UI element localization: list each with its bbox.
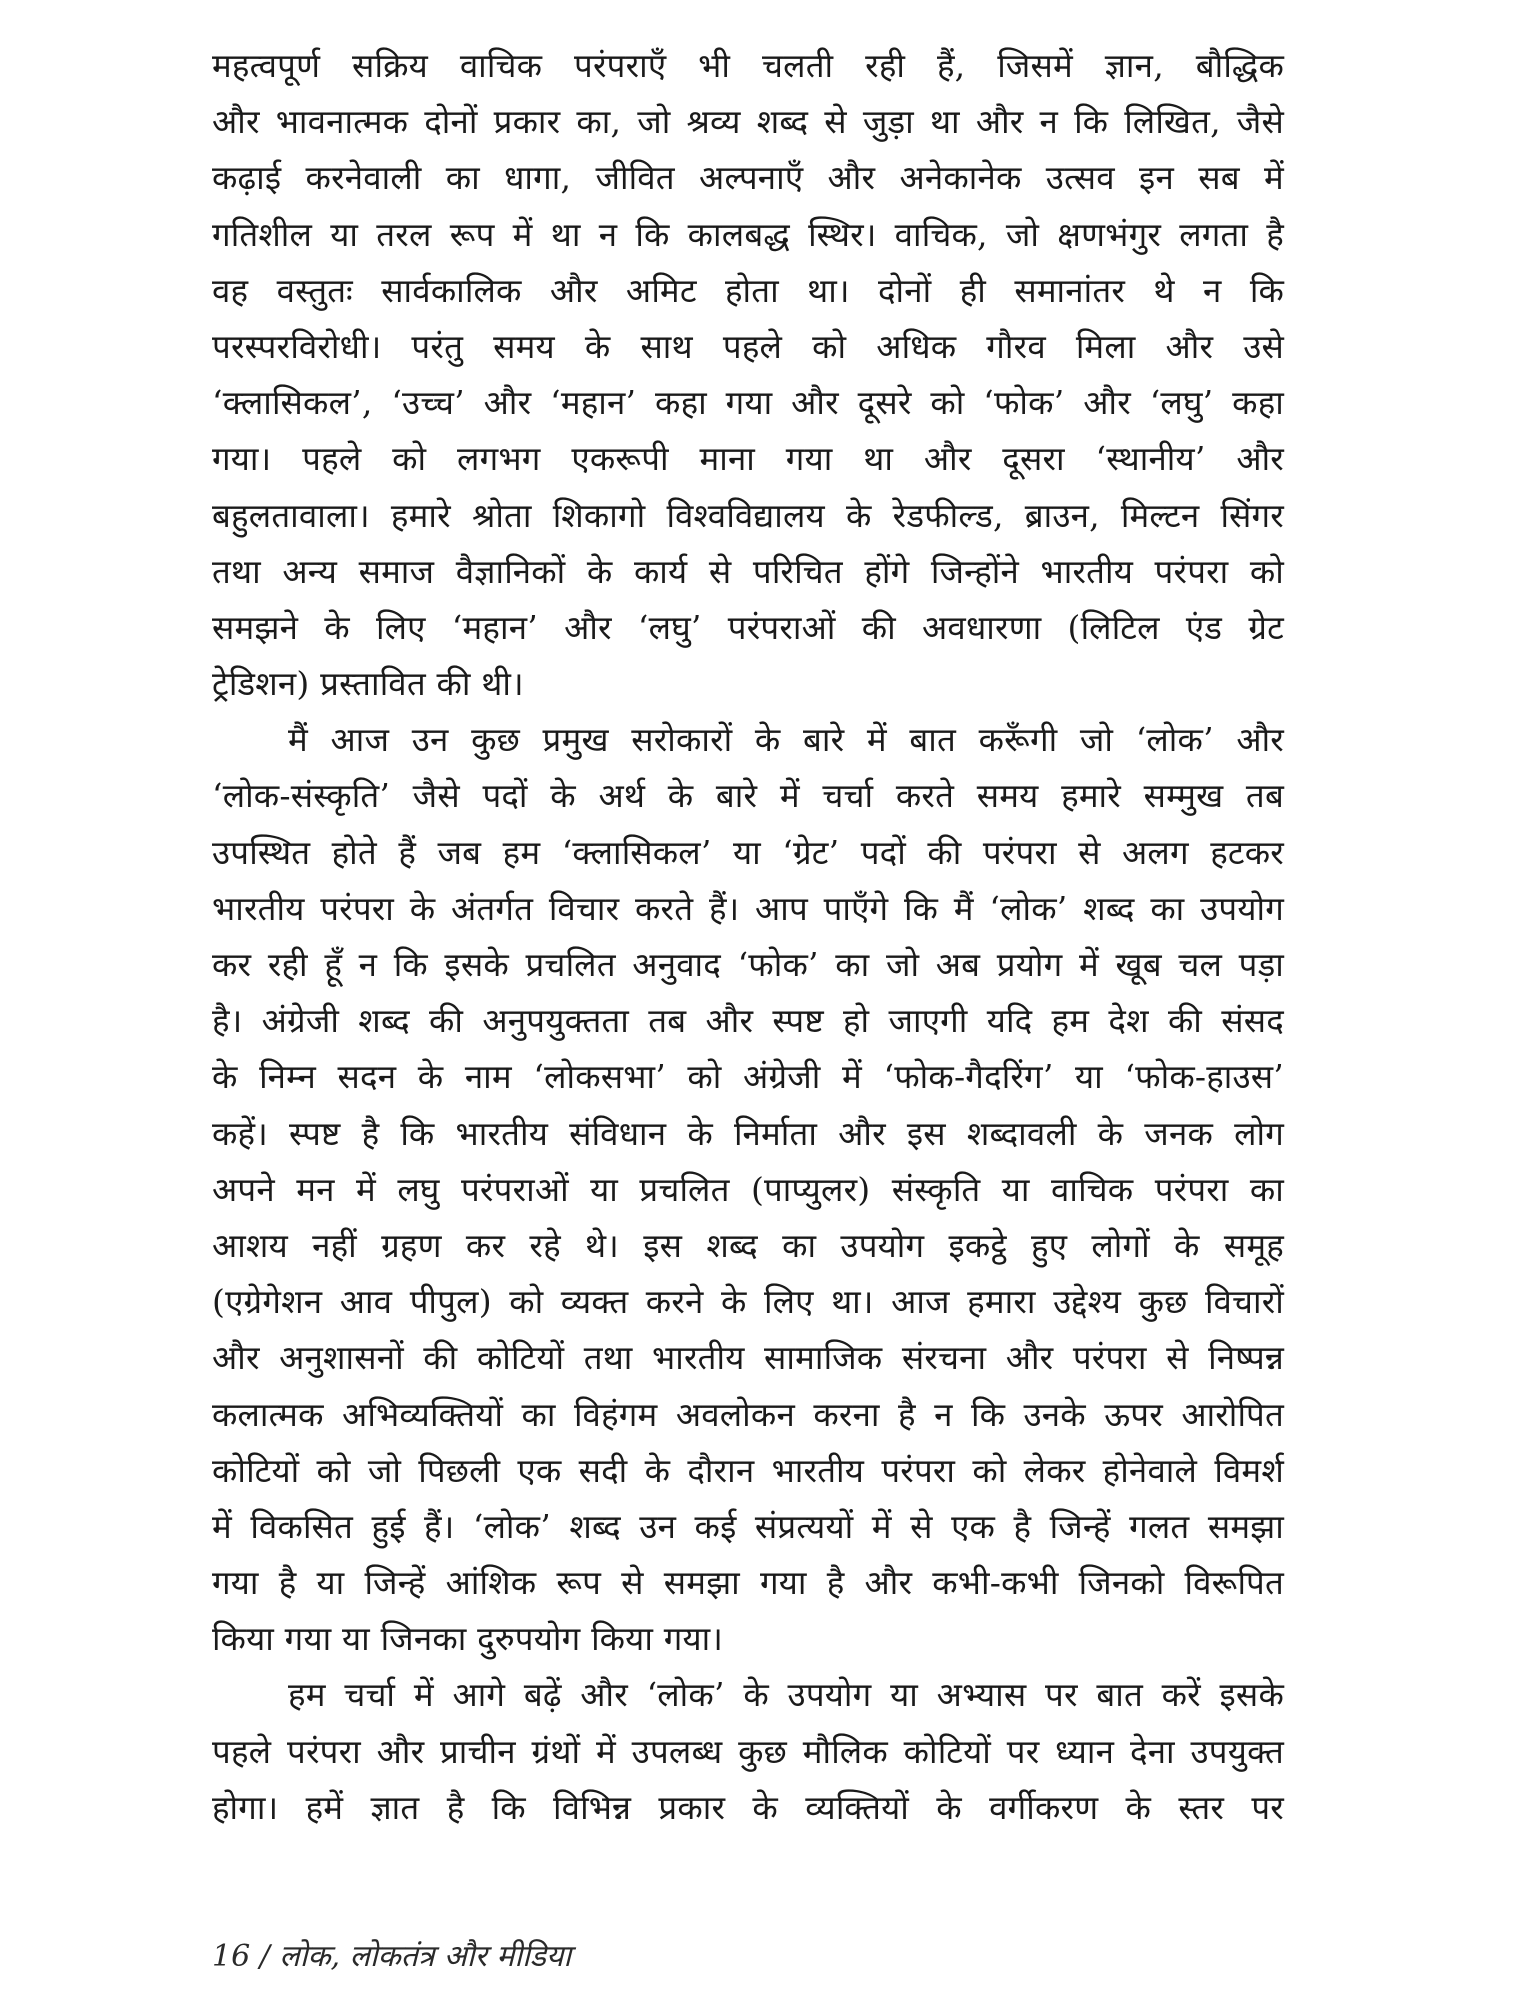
text-line: गया है या जिन्हें आंशिक रूप से समझा गया है और कभी-कभी जिनको विरूपित bbox=[212, 1563, 1284, 1603]
text-line: गतिशील या तरल रूप में था न कि कालबद्ध स्थिर। वाचिक, जो क्षणभंगुर लगता है bbox=[212, 214, 1284, 254]
page-footer: 16 / लोक, लोकतंत्र और मीडिया bbox=[212, 1939, 572, 1974]
text-line: कहें। स्पष्ट है कि भारतीय संविधान के निर्माता और इस शब्दावली के जनक लोग bbox=[212, 1113, 1284, 1153]
text-line: उपस्थित होते हैं जब हम ‘क्लासिकल’ या ‘ग्रेट’ पदों की परंपरा से अलग हटकर bbox=[212, 832, 1284, 872]
text-line: में विकसित हुई हैं। ‘लोक’ शब्द उन कई संप्रत्ययों में से एक है जिन्हें गलत समझा bbox=[212, 1506, 1284, 1546]
text-line: समझने के लिए ‘महान’ और ‘लघु’ परंपराओं की अवधारणा (लिटिल एंड ग्रेट bbox=[212, 607, 1284, 647]
text-line: कलात्मक अभिव्यक्तियों का विहंगम अवलोकन करना है न कि उनके ऊपर आरोपित bbox=[212, 1394, 1284, 1434]
text-line: गया। पहले को लगभग एकरूपी माना गया था और दूसरा ‘स्थानीय’ और bbox=[212, 439, 1284, 479]
text-line: कर रही हूँ न कि इसके प्रचलित अनुवाद ‘फोक’ का जो अब प्रयोग में खूब चल पड़ा bbox=[212, 945, 1284, 984]
text-line: वह वस्तुतः सार्वकालिक और अमिट होता था। दोनों ही समानांतर थे न कि bbox=[212, 270, 1284, 310]
page-body bbox=[212, 38, 1284, 1836]
text-line: के निम्न सदन के नाम ‘लोकसभा’ को अंग्रेजी में ‘फोक-गैदरिंग’ या ‘फोक-हाउस’ bbox=[212, 1057, 1284, 1097]
text-line: तथा अन्य समाज वैज्ञानिकों के कार्य से परिचित होंगे जिन्होंने भारतीय परंपरा को bbox=[212, 551, 1284, 591]
text-line: होगा। हमें ज्ञात है कि विभिन्न प्रकार के व्यक्तियों के वर्गीकरण के स्तर पर bbox=[212, 1787, 1284, 1827]
text-line: ‘लोक-संस्कृति’ जैसे पदों के अर्थ के बारे में चर्चा करते समय हमारे सम्मुख तब bbox=[212, 776, 1284, 816]
text-line: भारतीय परंपरा के अंतर्गत विचार करते हैं। आप पाएँगे कि मैं ‘लोक’ शब्द का उपयोग bbox=[212, 888, 1284, 928]
text-line: किया गया या जिनका दुरुपयोग किया गया। bbox=[212, 1619, 724, 1659]
text-line: है। अंग्रेजी शब्द की अनुपयुक्तता तब और स्पष्ट हो जाएगी यदि हम देश की संसद bbox=[212, 1001, 1284, 1041]
paragraph-3 bbox=[212, 1667, 1284, 1836]
text-line: कढ़ाई करनेवाली का धागा, जीवित अल्पनाएँ और अनेकानेक उत्सव इन सब में bbox=[212, 158, 1284, 198]
text-line: और भावनात्मक दोनों प्रकार का, जो श्रव्य शब्द से जुड़ा था और न कि लिखित, जैसे bbox=[212, 102, 1284, 142]
text-line: (एग्रेगेशन आव पीपुल) को व्यक्त करने के लिए था। आज हमारा उद्देश्य कुछ विचारों bbox=[212, 1282, 1284, 1322]
text-line: ट्रेडिशन) प्रस्तावित की थी। bbox=[212, 664, 524, 704]
text-line: हम चर्चा में आगे बढ़ें और ‘लोक’ के उपयोग या अभ्यास पर बात करें इसके bbox=[288, 1675, 1284, 1715]
text-line: कोटियों को जो पिछली एक सदी के दौरान भारतीय परंपरा को लेकर होनेवाले विमर्श bbox=[212, 1450, 1284, 1490]
text-line: बहुलतावाला। हमारे श्रोता शिकागो विश्वविद्यालय के रेडफील्ड, ब्राउन, मिल्टन सिंगर bbox=[212, 495, 1284, 535]
paragraph-2 bbox=[212, 712, 1284, 1667]
text-line: ‘क्लासिकल’, ‘उच्च’ और ‘महान’ कहा गया और दूसरे को ‘फोक’ और ‘लघु’ कहा bbox=[212, 383, 1284, 423]
text-line: महत्वपूर्ण सक्रिय वाचिक परंपराएँ भी चलती रही हैं, जिसमें ज्ञान, बौद्धिक bbox=[212, 46, 1284, 85]
text-line: अपने मन में लघु परंपराओं या प्रचलित (पाप्युलर) संस्कृति या वाचिक परंपरा का bbox=[212, 1169, 1284, 1209]
text-line: और अनुशासनों की कोटियों तथा भारतीय सामाजिक संरचना और परंपरा से निष्पन्न bbox=[212, 1338, 1284, 1378]
text-line: आशय नहीं ग्रहण कर रहे थे। इस शब्द का उपयोग इकट्ठे हुए लोगों के समूह bbox=[212, 1225, 1284, 1265]
text-line: मैं आज उन कुछ प्रमुख सरोकारों के बारे में बात करूँगी जो ‘लोक’ और bbox=[288, 720, 1284, 760]
text-line: पहले परंपरा और प्राचीन ग्रंथों में उपलब्ध कुछ मौलिक कोटियों पर ध्यान देना उपयुक्त bbox=[212, 1731, 1284, 1771]
text-line: परस्परविरोधी। परंतु समय के साथ पहले को अधिक गौरव मिला और उसे bbox=[212, 326, 1284, 366]
paragraph-1 bbox=[212, 38, 1284, 712]
